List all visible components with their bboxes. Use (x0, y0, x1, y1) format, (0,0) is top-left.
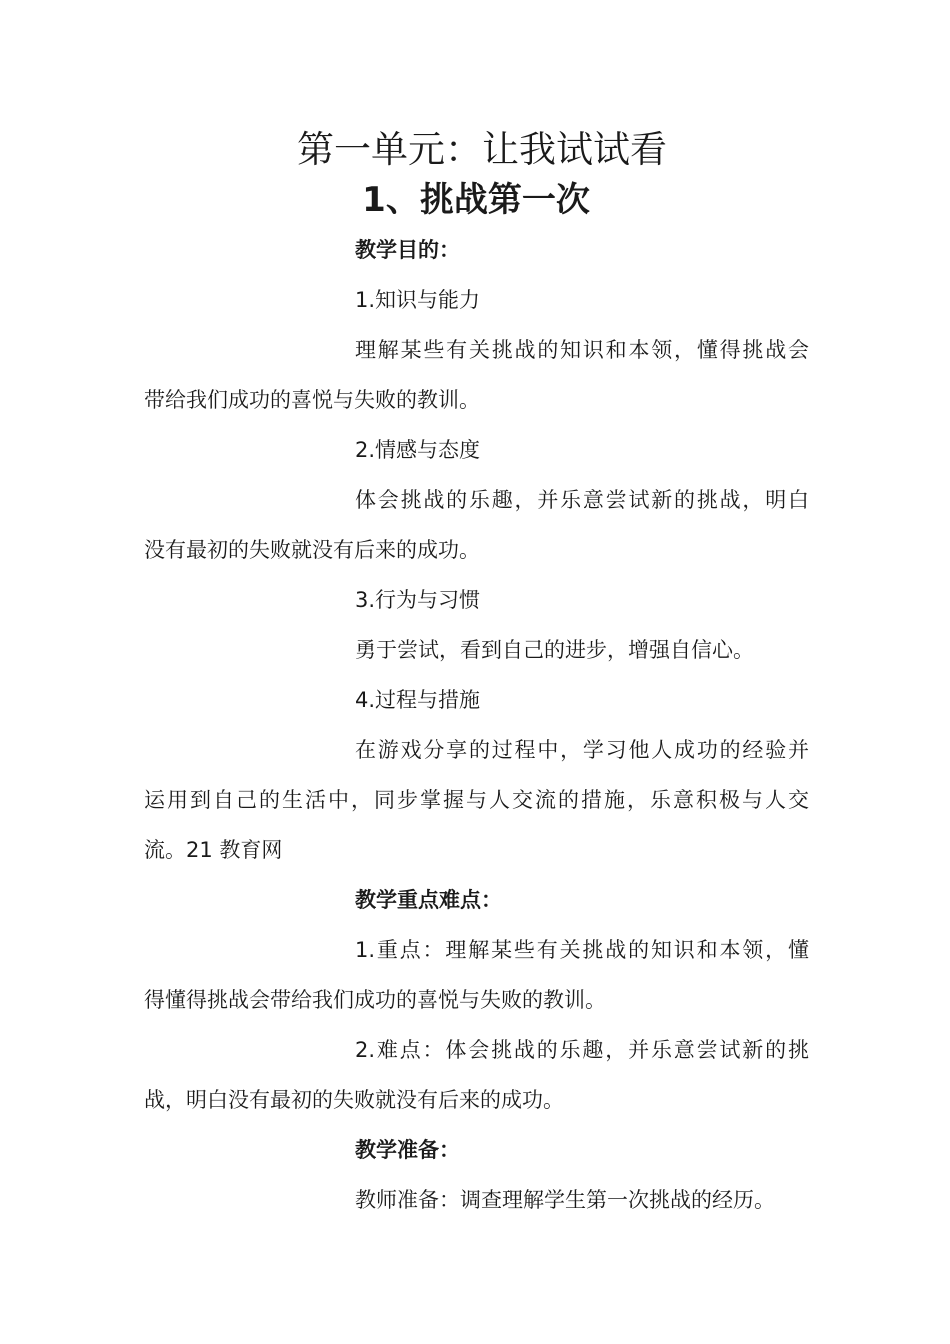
emotion-text-line: 体会挑战的乐趣，并乐意尝试新的挑战，明白 (355, 488, 809, 512)
preparation-heading: 教学准备： (355, 1138, 460, 1162)
behavior-text-line: 勇于尝试，看到自己的进步，增强自信心。 (355, 638, 754, 662)
behavior-heading: 3.行为与习惯 (355, 588, 481, 612)
process-text-line: 流。21 教育网 (144, 838, 283, 862)
teacher-preparation-line: 教师准备：调查理解学生第一次挑战的经历。 (355, 1188, 775, 1212)
knowledge-text-line: 带给我们成功的喜悦与失败的教训。 (144, 388, 480, 412)
process-text-line: 运用到自己的生活中，同步掌握与人交流的措施，乐意积极与人交 (144, 788, 809, 812)
focus-text-line: 得懂得挑战会带给我们成功的喜悦与失败的教训。 (144, 988, 606, 1012)
process-text-line: 在游戏分享的过程中，学习他人成功的经验并 (355, 738, 809, 762)
lesson-title: 1、挑战第一次 (362, 180, 590, 220)
unit-title: 第一单元：让我试试看 (297, 128, 667, 171)
key-points-heading: 教学重点难点： (355, 888, 502, 912)
difficulty-text-line: 2.难点：体会挑战的乐趣，并乐意尝试新的挑 (355, 1038, 809, 1062)
process-heading: 4.过程与措施 (355, 688, 481, 712)
difficulty-text-line: 战，明白没有最初的失败就没有后来的成功。 (144, 1088, 564, 1112)
emotion-text-line: 没有最初的失败就没有后来的成功。 (144, 538, 480, 562)
knowledge-text-line: 理解某些有关挑战的知识和本领，懂得挑战会 (355, 338, 809, 362)
knowledge-heading: 1.知识与能力 (355, 288, 481, 312)
emotion-heading: 2.情感与态度 (355, 438, 481, 462)
objectives-heading: 教学目的： (355, 238, 460, 262)
document-body (144, 225, 809, 1225)
focus-text-line: 1.重点：理解某些有关挑战的知识和本领，懂 (355, 938, 809, 962)
